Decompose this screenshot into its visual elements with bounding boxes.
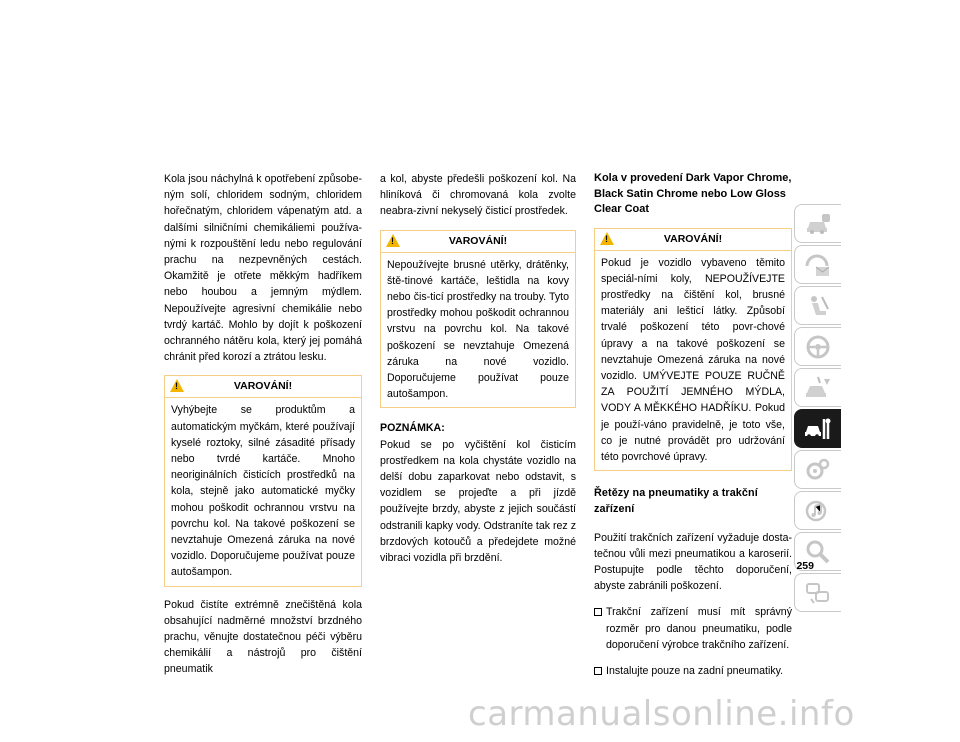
watermark: carmanualsonline.info bbox=[468, 694, 855, 734]
bullet-list bbox=[594, 604, 792, 679]
warning-title: VAROVÁNÍ! bbox=[448, 234, 508, 247]
warning-header bbox=[381, 231, 575, 253]
tab-languages[interactable] bbox=[794, 573, 841, 612]
wheel-corrosion-paragraph: Kola jsou náchylná k opotřebení způsobe-ným solí, chloridem sodným, chloridem hořečnatým, chloridem vápenatým atd. a dalšími silničními chemikáliemi používa-nými k rozpouštění ledu nebo regulování prachu na nezpevněných cestách. Okamžitě je otřete měkkým hadříkem nebo houbou a jemným mýdlem. Nepoužívejte agresivní chemikálie nebo tvrdý kartáč. Mohlo by dojít k poškození ochranného nátěru kola, který jej pomáhá chránit před korozí a ztrátou lesku. bbox=[164, 173, 362, 364]
column-middle bbox=[380, 171, 576, 566]
warning-text: Pokud je vozidlo vybaveno těmito speciál-ními koly, NEPOUŽÍVEJTE prostředky na čištění kol, brusné materiály ani lešticí látky. Způsobí trvalé poškození této povr-chové úpravy a na takové poškození se nevztahuje Omezená záruka na nové vozidlo. UMÝVEJTE POUZE RUČNĚ ZA POUŽITÍ JEMNÉHO MÝDLA, VODY A MĚKKÉHO HADŘÍKU. Pokud je použí-váno pravidelně, je toto vše, co je nutné provádět pro udržování této povrchové úpravy. bbox=[601, 256, 785, 463]
car-service-tools-icon bbox=[804, 416, 832, 442]
warning-header bbox=[165, 376, 361, 398]
warning-header bbox=[595, 229, 791, 251]
car-crash-icon bbox=[804, 375, 832, 401]
warning-title: VAROVÁNÍ! bbox=[663, 232, 723, 245]
checkbox-bullet-icon bbox=[594, 608, 602, 616]
warning-box-3 bbox=[594, 228, 792, 472]
tab-driving[interactable] bbox=[794, 327, 841, 366]
list-item: Trakční zařízení musí mít správný rozměr pro danou pneumatiku, podle doporučení výrobce trakčního zařízení. bbox=[594, 604, 792, 653]
traction-paragraph: Použití trakčních zařízení vyžaduje dosta-tečnou vůli mezi pneumatikou a karoserií. Postupujte podle těchto doporučení, abyste zabránili poškození. bbox=[594, 531, 792, 593]
continuation-paragraph: a kol, abyste předešli poškození kol. Na hliníková či chromovaná kola zvolte neabra-zivní nekyselý čisticí prostředek. bbox=[380, 173, 576, 218]
note-text: Pokud se po vyčištění kol čisticím prostředkem na kola chystáte vozidlo na delší dobu zaparkovat nebo odstavit, s vozidlem se projeďte a při jízdě používejte brzdy, abyste z jejich součástí odstranili kapky vody. Odstraníte tak rez z brzdových kotoučů a předejdete možné vibraci vozidla při brzdění. bbox=[380, 438, 576, 565]
car-info-icon bbox=[804, 211, 832, 237]
dashboard-envelope-icon bbox=[804, 252, 832, 278]
brake-dust-paragraph: Pokud čistíte extrémně znečištěná kola obsahující nadměrné množství brzdného prachu, věnujte dostatečnou péči výběru chemikálií a nástrojů pro čištění pneumatik bbox=[164, 598, 362, 676]
warning-box-1 bbox=[164, 375, 362, 586]
list-item: Instalujte pouze na zadní pneumatiky. bbox=[594, 663, 792, 679]
tab-servicing[interactable] bbox=[794, 409, 841, 448]
page-number: 259 bbox=[796, 560, 814, 572]
seat-safety-icon bbox=[804, 293, 832, 319]
column-right bbox=[594, 171, 792, 679]
multilingual-icon bbox=[804, 580, 832, 606]
checkbox-bullet-icon bbox=[594, 667, 602, 675]
tab-specifications[interactable] bbox=[794, 450, 841, 489]
warning-title: VAROVÁNÍ! bbox=[233, 380, 293, 393]
section-heading: Kola v provedení Dark Vapor Chrome, Black Satin Chrome nebo Low Gloss Clear Coat bbox=[594, 172, 792, 215]
note-title: POZNÁMKA: bbox=[380, 422, 445, 435]
chapter-tabs bbox=[794, 204, 842, 614]
tab-emergency[interactable] bbox=[794, 368, 841, 407]
warning-text: Vyhýbejte se produktům a automatickým myčkám, které používají kyselé roztoky, silné zásadité přísady nebo tvrdé kartáče. Mnoho neoriginálních čisticích prostředků na kola, stejně jako automatické myčky mohou poškodit ochrannou vrstvu na povrchu kol. Na takové poškození se nevztahuje Omezená záruka na nové vozidlo. Doporučujeme používat pouze autošampon. bbox=[171, 404, 355, 579]
column-left bbox=[164, 171, 362, 678]
warning-triangle-icon bbox=[386, 234, 400, 247]
tab-dashboard[interactable] bbox=[794, 245, 841, 284]
steering-wheel-icon bbox=[804, 334, 832, 360]
tab-safety[interactable] bbox=[794, 286, 841, 325]
subsection-heading: Řetězy na pneumatiky a trakční zařízení bbox=[594, 487, 758, 516]
warning-box-2 bbox=[380, 230, 576, 409]
warning-triangle-icon bbox=[170, 379, 184, 392]
music-note-icon bbox=[804, 498, 832, 524]
warning-text: Nepoužívejte brusné utěrky, drátěnky, ště-tinové kartáče, leštidla na kovy nebo čis-ticí prostředky na trouby. Tyto prostředky mohou poškodit ochrannou vrstvu na povrchu kol. Na takové poškození se nevztahuje Omezená záruka na nové vozidlo. Doporučujeme používat pouze autošampon. bbox=[387, 258, 569, 401]
warning-triangle-icon bbox=[600, 232, 614, 245]
service-gears-icon bbox=[804, 457, 832, 483]
tab-car-info[interactable] bbox=[794, 204, 841, 243]
tab-multimedia[interactable] bbox=[794, 491, 841, 530]
